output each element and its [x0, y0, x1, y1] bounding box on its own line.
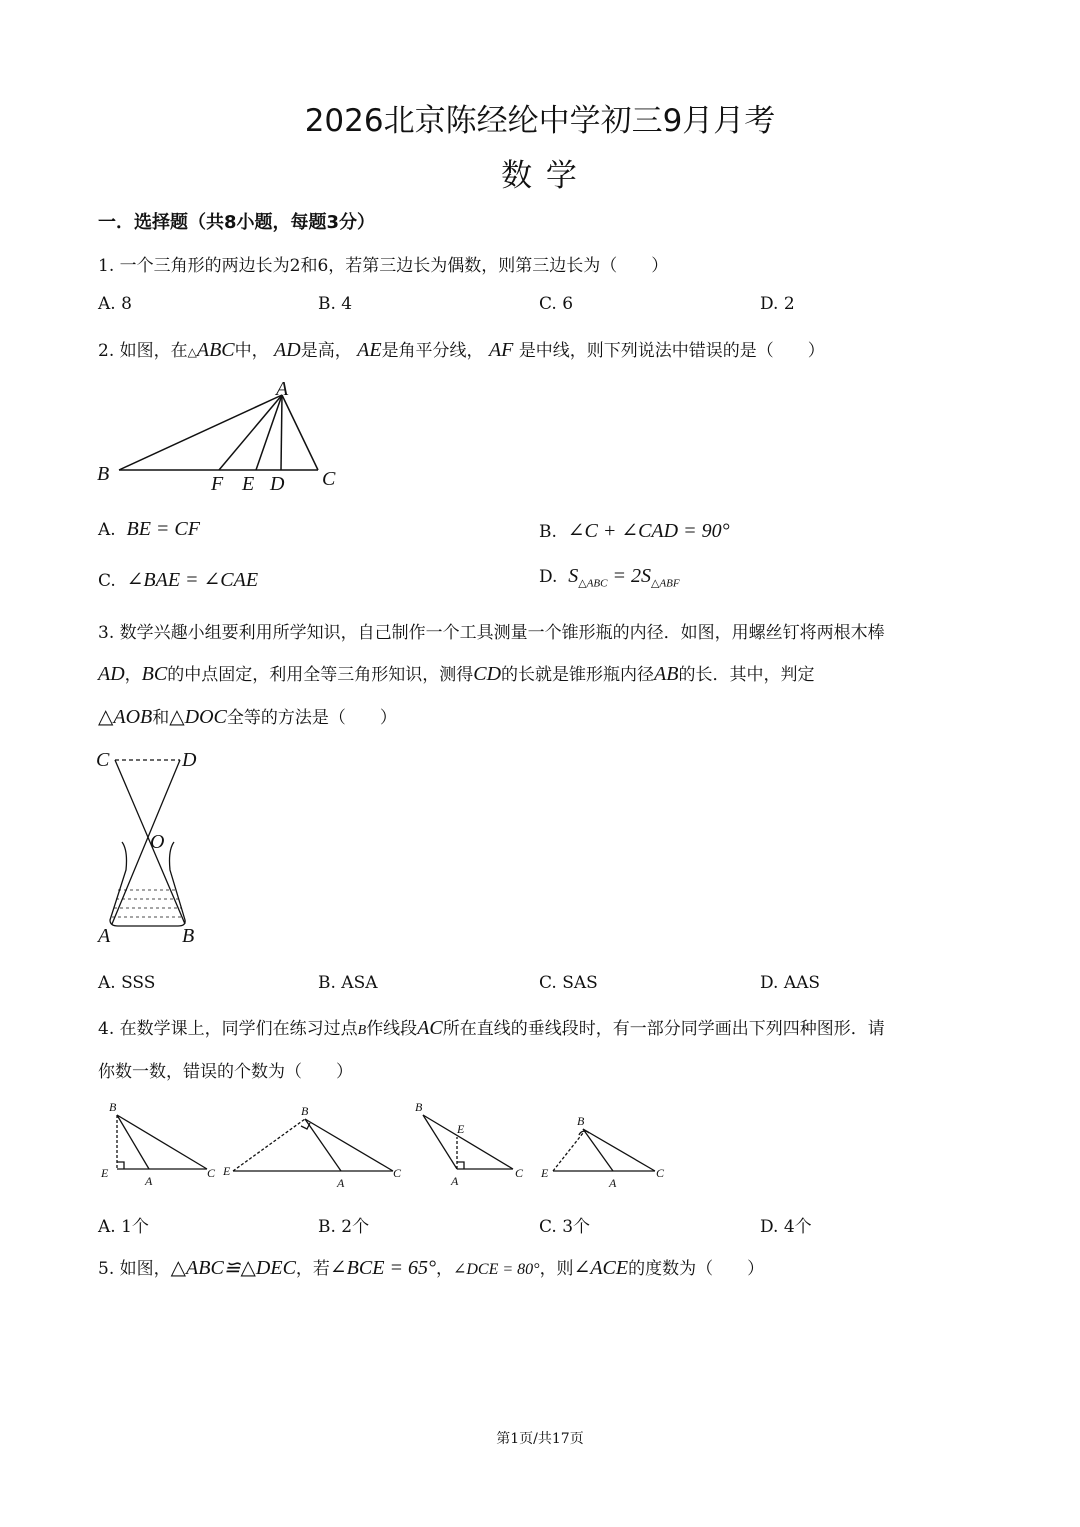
q2-label-a: A	[276, 378, 289, 400]
q4-fig2-c: C	[393, 1166, 402, 1180]
question-1-option-a: A. 8	[98, 294, 132, 314]
q2-text-3: 是高，	[300, 341, 352, 361]
q2-opt-d-s: S	[568, 565, 579, 587]
exam-title: 2026北京陈经纶中学初三9月月考	[304, 103, 776, 139]
q4-fig3-b: B	[415, 1100, 423, 1114]
q2-label-e: E	[242, 473, 255, 495]
question-3-line-2	[98, 660, 814, 686]
q4-text-1b: 作线段	[366, 1019, 418, 1039]
q4-fig2-b: B	[301, 1104, 309, 1118]
q3-ab: AB	[654, 663, 679, 685]
q2-text-5: 是中线，则下列说法中错误的是（ ）	[518, 341, 825, 361]
q5-sep: ，	[435, 1259, 453, 1279]
q2-opt-a-expr: BE = CF	[126, 518, 200, 540]
q3-tri-doc: △DOC	[169, 706, 227, 728]
q3-text-2c: 的长．其中，判定	[678, 665, 815, 685]
q3-tri-aob: △AOB	[98, 706, 153, 728]
question-2-stem	[98, 336, 825, 362]
q4-fig4-b: B	[577, 1114, 585, 1128]
q2-opt-a-label: A.	[98, 520, 116, 540]
q5-text-1: 5. 如图，	[98, 1259, 171, 1279]
question-4-option-c: C. 3个	[539, 1217, 591, 1237]
q2-ae: AE	[357, 339, 382, 361]
q2-opt-b-expr: ∠C + ∠CAD = 90°	[567, 520, 730, 542]
q2-triangle-symbol: △	[187, 345, 197, 359]
question-3-option-d: D. AAS	[760, 973, 821, 993]
question-3-option-c: C. SAS	[539, 973, 598, 993]
question-3-line-3	[98, 703, 397, 729]
question-4-option-d: D. 4个	[760, 1217, 812, 1237]
q5-angle-dce: ∠DCE = 80°	[452, 1261, 540, 1278]
question-2-option-c	[98, 567, 258, 592]
q3-label-b: B	[182, 925, 195, 947]
q5-angle-bce: ∠BCE = 65°	[329, 1257, 436, 1279]
q2-opt-c-label: C.	[98, 571, 116, 591]
question-3-option-b: B. ASA	[318, 973, 378, 993]
q2-af: AF	[488, 339, 514, 361]
q2-label-b: B	[97, 463, 110, 485]
q3-cd: CD	[473, 663, 502, 685]
q4-fig3-a: A	[451, 1174, 459, 1188]
q5-text-3: ，则	[539, 1259, 574, 1279]
q4-fig2-a: A	[337, 1176, 345, 1190]
question-3-line-1: 3. 数学兴趣小组要利用所学知识，自己制作一个工具测量一个锥形瓶的内径．如图，用螺丝钉将两根木棒	[98, 623, 885, 643]
q4-fig1-c: C	[207, 1166, 216, 1180]
question-2-option-d	[539, 565, 680, 589]
q2-opt-d-sub1: △ABC	[578, 577, 608, 590]
q3-text-2b: 的长就是锥形瓶内径	[501, 665, 655, 685]
question-4-option-b: B. 2个	[318, 1217, 370, 1237]
q4-ac: AC	[417, 1017, 443, 1039]
q2-opt-d-mid: = 2S	[607, 565, 651, 587]
q2-opt-b-label: B.	[539, 522, 557, 542]
q3-text-2a: 的中点固定，利用全等三角形知识，测得	[167, 665, 474, 685]
q2-label-c: C	[322, 468, 336, 490]
q2-ad: AD	[274, 339, 301, 361]
q2-text-4: 是角平分线，	[381, 341, 484, 361]
page-number: 第1页/共17页	[496, 1431, 584, 1447]
question-4-line-2: 你数一数，错误的个数为（ ）	[98, 1062, 353, 1082]
question-5-stem	[98, 1254, 764, 1280]
q4-text-1c: 所在直线的垂线段时，有一部分同学画出下列四种图形．请	[442, 1019, 885, 1039]
q2-abc: ABC	[196, 339, 235, 361]
q4-fig4-e: E	[541, 1166, 549, 1180]
q4-fig1-a: A	[145, 1174, 153, 1188]
q4-fig3-c: C	[515, 1166, 524, 1180]
question-2-option-b	[539, 518, 730, 543]
question-2-figure	[90, 372, 360, 497]
q4-fig1-b: B	[109, 1100, 117, 1114]
q4-fig4-a: A	[609, 1176, 617, 1190]
q5-angle-ace: ∠ACE	[573, 1257, 629, 1279]
question-4-option-a: A. 1个	[98, 1217, 149, 1237]
q3-label-o: O	[150, 831, 165, 853]
q2-label-f: F	[211, 473, 224, 495]
question-2-option-a	[98, 518, 200, 541]
q5-congruence: △ABC≌△DEC	[170, 1257, 296, 1279]
q3-label-d: D	[182, 749, 197, 771]
question-1-stem: 1. 一个三角形的两边长为2和6，若第三边长为偶数，则第三边长为（ ）	[98, 256, 669, 276]
subject-title: 数 学	[501, 158, 579, 194]
question-1-option-d: D. 2	[760, 294, 795, 314]
q3-sep: ，	[124, 665, 142, 685]
q4-fig4-c: C	[656, 1166, 665, 1180]
q3-text-3: 全等的方法是（ ）	[226, 708, 397, 728]
q4-fig1-e: E	[101, 1166, 109, 1180]
q3-and: 和	[152, 708, 170, 728]
question-3-figure	[90, 742, 220, 952]
q2-opt-d-label: D.	[539, 567, 558, 587]
q5-text-2: ，若	[295, 1259, 330, 1279]
question-4-figures	[95, 1095, 685, 1195]
q5-text-4: 的度数为（ ）	[628, 1259, 765, 1279]
q4-text-1a: 4. 在数学课上，同学们在练习过点	[98, 1019, 358, 1039]
q3-label-c: C	[96, 749, 110, 771]
question-3-option-a: A. SSS	[98, 973, 156, 993]
q4-fig2-e: E	[223, 1164, 231, 1178]
q2-opt-c-expr: ∠BAE = ∠CAE	[126, 569, 259, 591]
question-1-option-c: C. 6	[539, 294, 574, 314]
q2-opt-d-sub2: △ABF	[651, 577, 680, 590]
q2-text-1: 2. 如图，在	[98, 341, 188, 361]
q4-b: B	[357, 1023, 367, 1038]
section-heading: 一．选择题（共8小题，每题3分）	[98, 212, 376, 233]
q4-fig3-e: E	[457, 1122, 465, 1136]
question-1-option-b: B. 4	[318, 294, 353, 314]
question-4-line-1	[98, 1014, 885, 1040]
q2-text-2: 中，	[234, 341, 269, 361]
q3-ad: AD	[98, 663, 125, 685]
q3-label-a: A	[98, 925, 111, 947]
q2-label-d: D	[270, 473, 285, 495]
q3-bc: BC	[141, 663, 168, 685]
